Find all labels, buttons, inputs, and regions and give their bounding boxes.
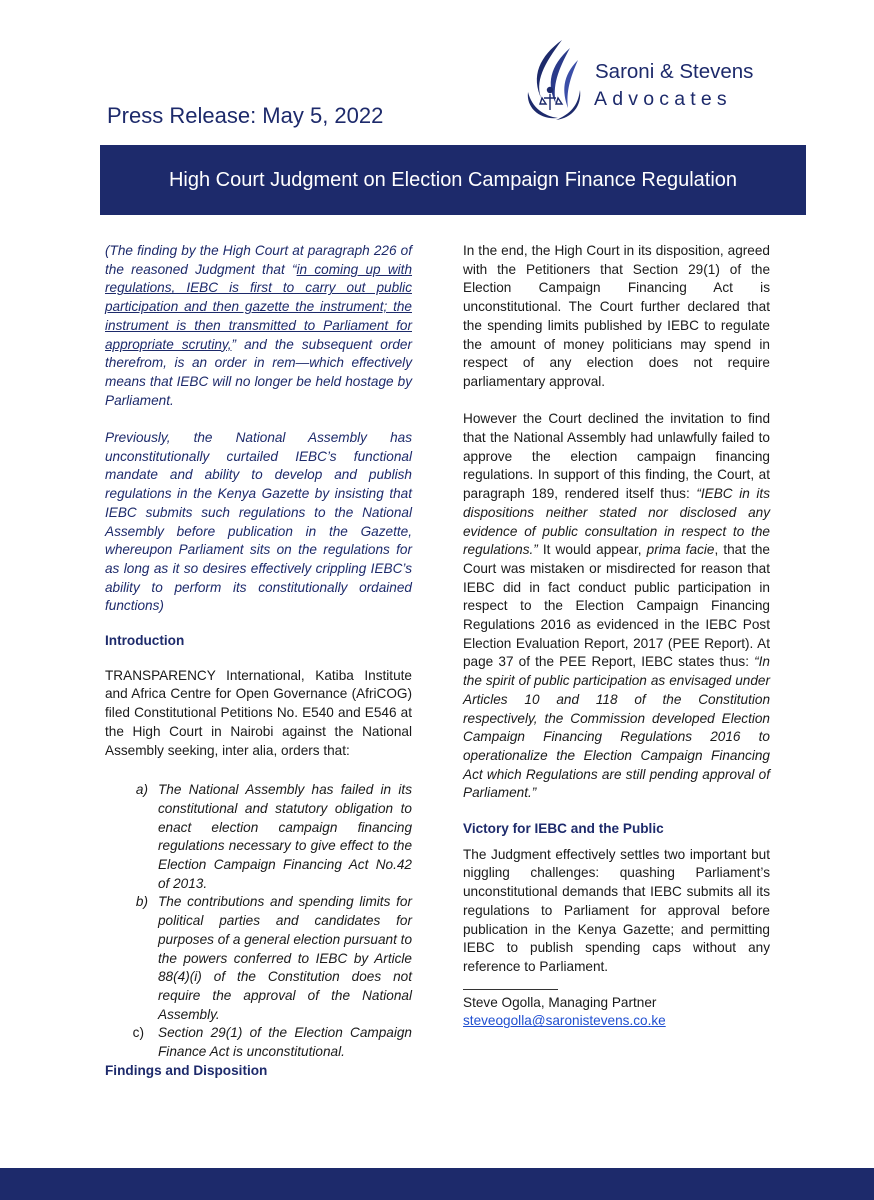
signature-line xyxy=(463,989,558,990)
declined-text: , that the Court was mistaken or misdirected for reason that IEBC did in fact conduct public participation in respect to the Election Campaign Financing Regulations 2016 as evidenced in the IEBC Post Election Evaluation Report, 2017 (PEE Report). At page 37 of the PEE Report, IEBC states thus: xyxy=(463,542,770,670)
list-marker: c) xyxy=(132,1025,144,1041)
note-text-start: (The finding by the High Court at paragraph 226 of the reasoned Judgment that “ xyxy=(105,243,412,277)
title-banner xyxy=(100,145,806,215)
list-item xyxy=(105,893,412,1024)
signatory-email-link[interactable]: steveogolla@saronistevens.co.ke xyxy=(463,1013,666,1029)
banner-title: High Court Judgment on Election Campaign Finance Regulation xyxy=(168,168,738,191)
left-column xyxy=(105,242,412,1081)
list-marker: b) xyxy=(135,894,148,910)
signatory-name: Steve Ogolla, Managing Partner xyxy=(463,994,657,1010)
intro-note-paragraph xyxy=(105,242,412,410)
list-item xyxy=(105,1024,412,1061)
list-text: Section 29(1) of the Election Campaign Finance Act is unconstitutional. xyxy=(158,1025,412,1060)
court-declined-paragraph xyxy=(463,410,770,803)
victory-paragraph: The Judgment effectively settles two important but niggling challenges: quashing Parliament’s unconstitutional demands that IEBC submits all its regulations to Parliament for approval before publication in the Kenya Gazette; and permitting IEBC to publish spending caps without any reference to Parliament. xyxy=(463,846,770,974)
victory-heading: Victory for IEBC and the Public xyxy=(463,821,664,837)
declined-text: It would appear, xyxy=(537,542,647,558)
firm-name: Saroni & Stevens xyxy=(595,60,754,83)
right-column xyxy=(463,242,770,1031)
court-quote: “IEBC in its dispositions neither stated nor disclosed any evidence of public consultation in respect to the regulations.” xyxy=(463,486,770,558)
previously-paragraph: Previously, the National Assembly has unconstitutionally curtailed IEBC’s functional mandate and ability to develop and publish regulations in the Kenya Gazette by insisting that IEBC submits such regulations to the National Assembly before publication in the Gazette, whereupon Parliament sits on the regulations for as long as it so desires effectively crippling IEBC’s ability to perform its constitutionally ordained functions) xyxy=(105,430,412,614)
footer-bar xyxy=(0,1168,874,1200)
list-text: The contributions and spending limits for political parties and candidates for purposes of a general election pursuant to the powers conferred to IEBC by Article 88(4)(i) of the Constitution does not require the approval of the National Assembly. xyxy=(158,894,412,1022)
firm-logo xyxy=(520,38,820,123)
introduction-heading: Introduction xyxy=(105,633,185,649)
list-text: The National Assembly has failed in its constitutional and statutory obligation to enact election campaign financing regulations necessary to give effect to the Election Campaign Financing Act No.42 of 2013. xyxy=(158,782,412,891)
declined-text: However the Court declined the invitation to find that the National Assembly had unlawfully failed to approve the election campaign financing regulations. In support of this finding, the Court, at paragraph 189, rendered itself thus: xyxy=(463,411,770,502)
firm-subtitle: Advocates xyxy=(594,88,732,110)
disposition-paragraph: In the end, the High Court in its disposition, agreed with the Petitioners that Section 29(1) of the Election Campaign Financing Act is unconstitutional. The Court further declared that the spending limits published by IEBC to regulate the amount of money politicians may spend in respect of any election does not require parliamentary approval. xyxy=(463,243,770,389)
press-release-title: Press Release: May 5, 2022 xyxy=(107,103,384,128)
findings-heading: Findings and Disposition xyxy=(105,1062,268,1078)
note-quoted-finding: in coming up with regulations, IEBC is first to carry out public participation and then gazette the instrument; the instrument is then transmitted to Parliament for appropriate scrutiny, xyxy=(105,261,413,352)
list-item xyxy=(105,781,412,893)
note-text-end: ” and the subsequent order therefrom, is an order in rem—which effectively means that IEBC will no longer be held hostage by Parliament. xyxy=(105,336,412,408)
flame-emblem-icon xyxy=(520,38,590,123)
pee-report-quote: “In the spirit of public participation as envisaged under Articles 10 and 118 of the Constitution respectively, the Commission developed Election Campaign Financing Regulations 2016 to operationalize the Election Campaign Financing Act which Regulations are still pending approval of Parliament.” xyxy=(463,654,770,801)
list-marker: a) xyxy=(135,782,148,798)
latin-term: prima facie xyxy=(646,542,715,558)
introduction-paragraph: TRANSPARENCY International, Katiba Institute and Africa Centre for Open Governance (AfriCOG) filed Constitutional Petitions No. E540 and E546 at the High Court in Nairobi against the National Assembly seeking, inter alia, orders that: xyxy=(105,667,412,758)
